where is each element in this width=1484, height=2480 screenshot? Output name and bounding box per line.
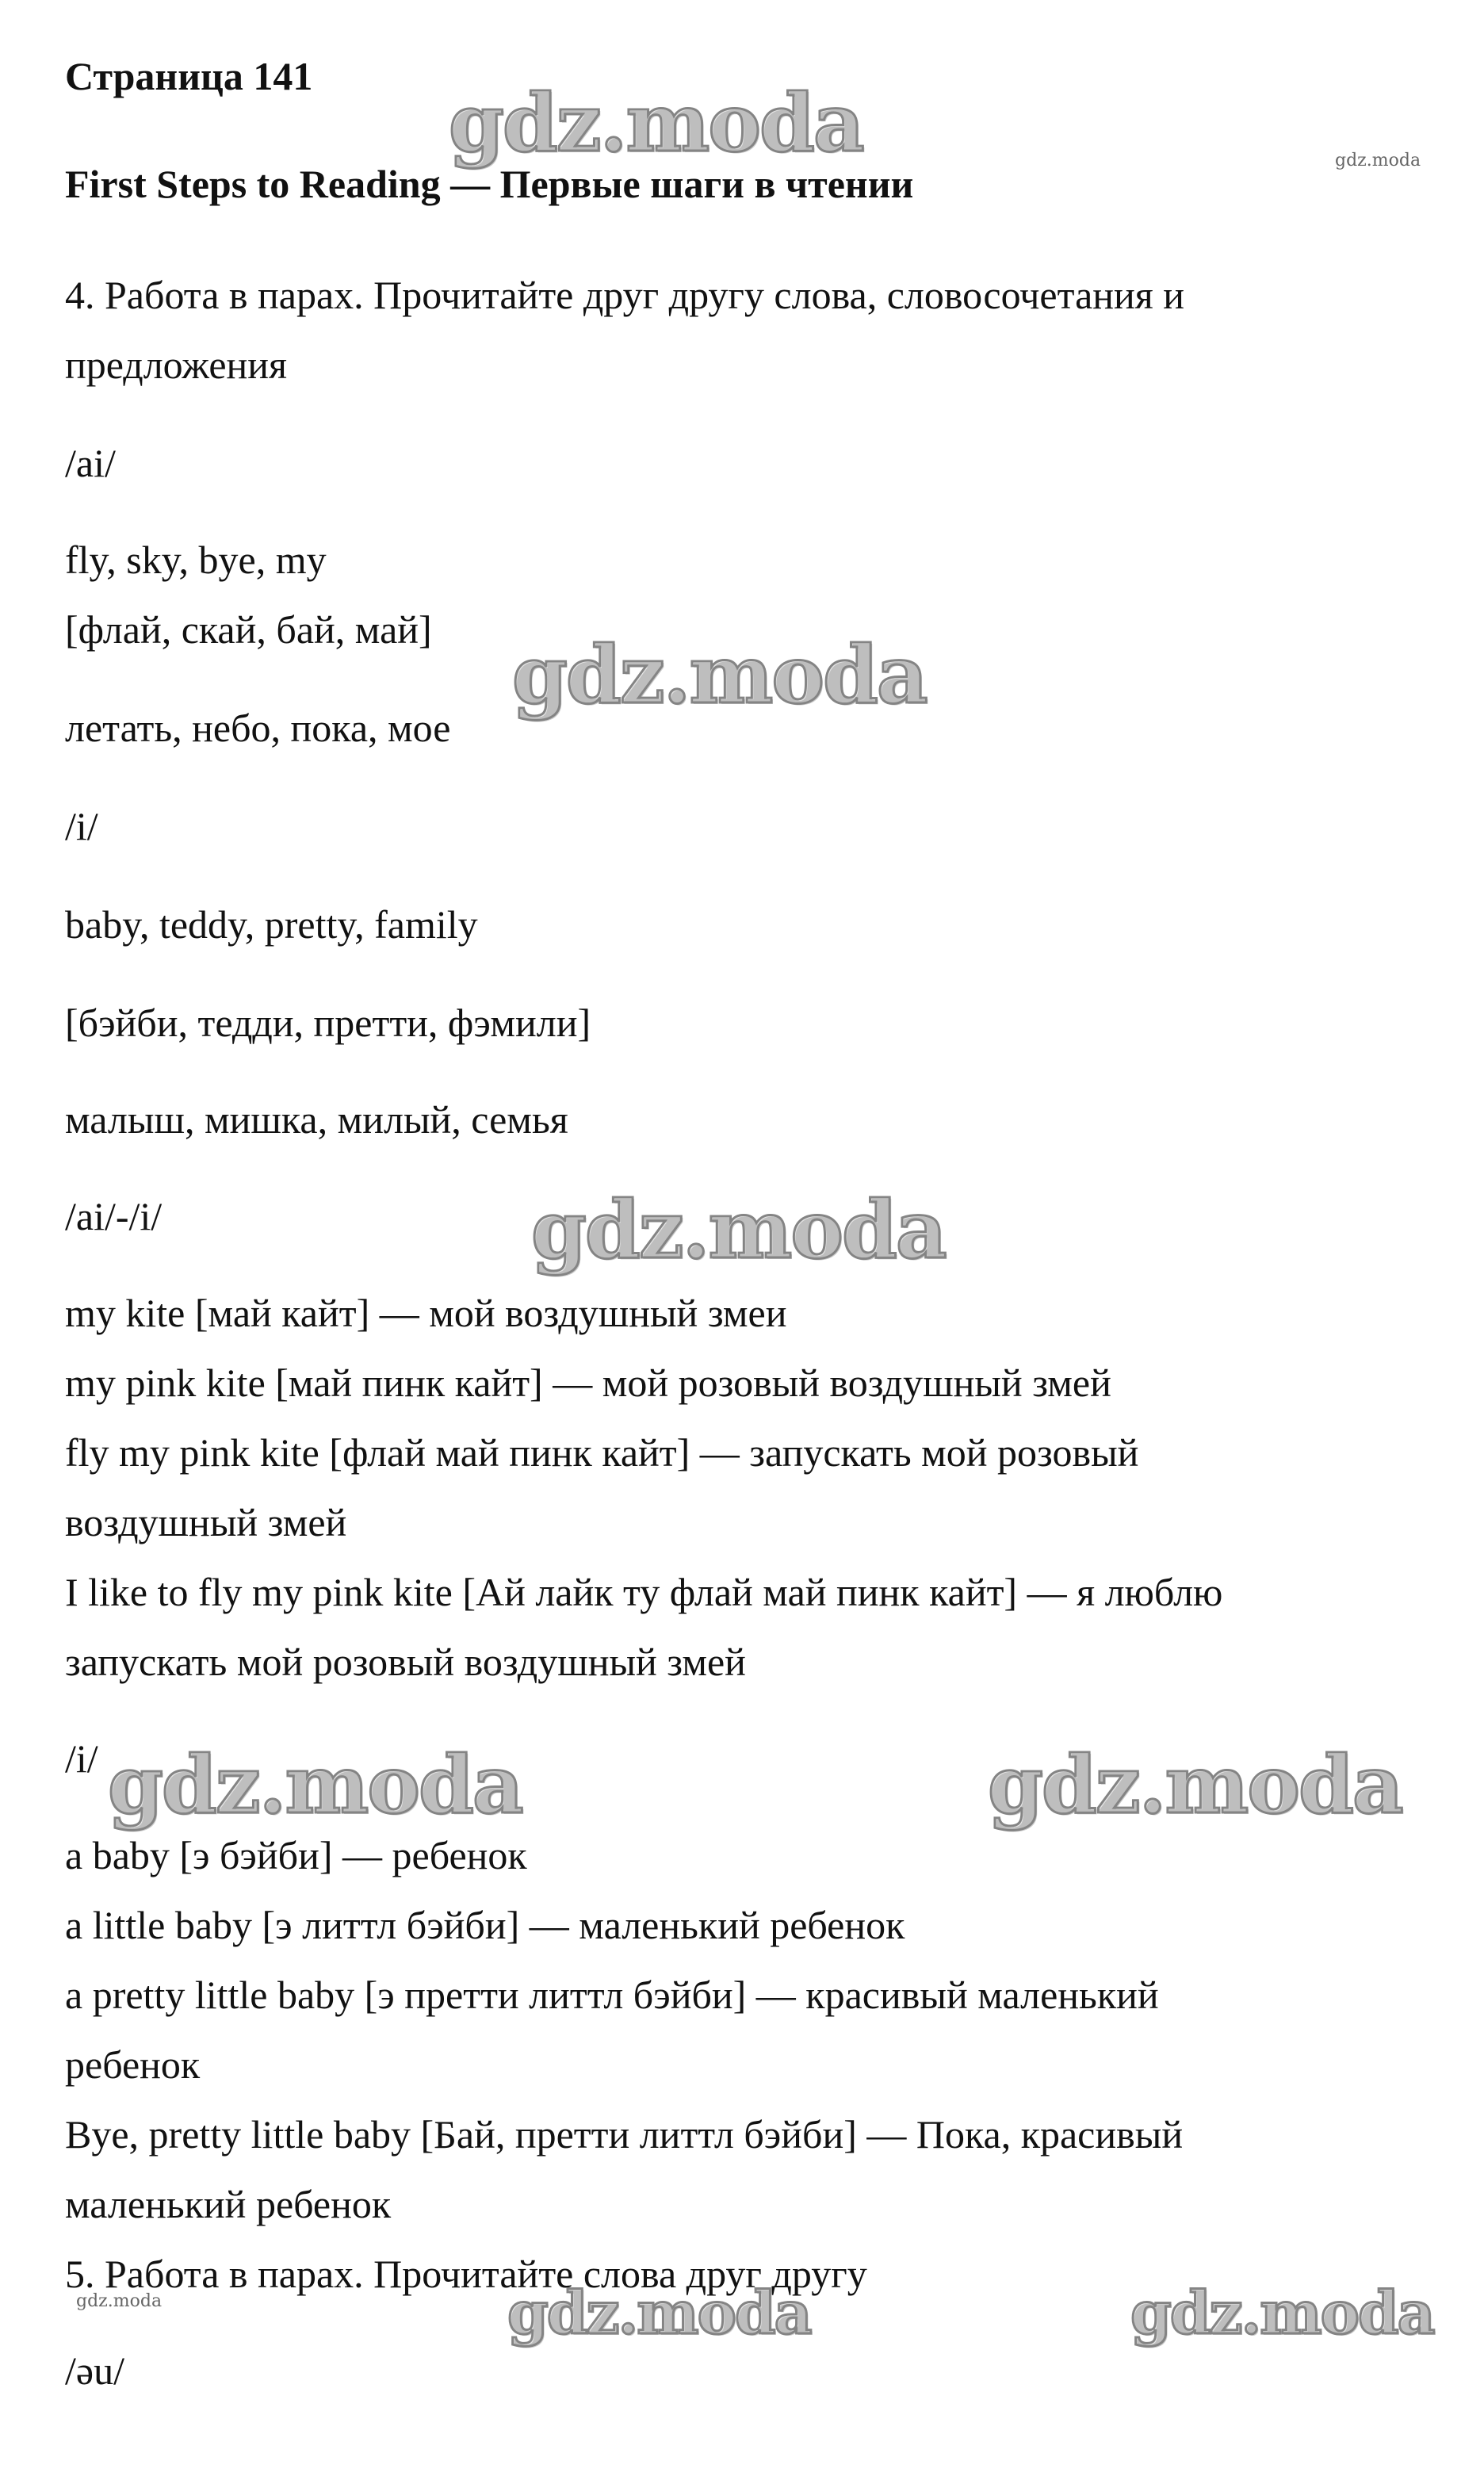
words-i: baby, teddy, pretty, family bbox=[65, 902, 478, 947]
phrase-fly-my-pink-kite-cont: воздушный змей bbox=[65, 1500, 347, 1544]
sound-heading-i-2: /i/ bbox=[65, 1736, 98, 1781]
transcription-ai: [флай, скай, бай, май] bbox=[65, 607, 432, 652]
exercise-5-instruction: 5. Работа в парах. Прочитайте слова друг другу bbox=[65, 2252, 867, 2296]
page-title: Страница 141 bbox=[65, 54, 313, 98]
watermark-logo: gdz.moda bbox=[449, 76, 863, 170]
sound-heading-i: /i/ bbox=[65, 804, 98, 848]
translation-i: малыш, мишка, милый, семья bbox=[65, 1097, 568, 1142]
watermark-logo: gdz.moda bbox=[1130, 2279, 1434, 2348]
watermark-small: gdz.moda bbox=[76, 2291, 163, 2311]
words-ai: fly, sky, bye, my bbox=[65, 538, 327, 582]
sound-heading-ai: /ai/ bbox=[65, 441, 116, 485]
exercise-4-instruction-cont: предложения bbox=[65, 343, 288, 387]
section-title: First Steps to Reading — Первые шаги в чтении bbox=[65, 162, 914, 206]
watermark-logo: gdz.moda bbox=[512, 628, 927, 721]
phrase-a-baby: a baby [э бэйби] — ребенок bbox=[65, 1833, 527, 1877]
sentence-i-like-to-fly: I like to fly my pink kite [Ай лайк ту флай май пинк кайт] — я люблю bbox=[65, 1570, 1223, 1614]
phrase-my-kite: my kite [май кайт] — мой воздушный змеи bbox=[65, 1291, 787, 1335]
phrase-fly-my-pink-kite: fly my pink kite [флай май пинк кайт] — запускать мой розовый bbox=[65, 1430, 1139, 1475]
sentence-i-like-to-fly-cont: запускать мой розовый воздушный змей bbox=[65, 1640, 746, 1684]
phrase-a-little-baby: a little baby [э литтл бэйби] — маленький ребенок bbox=[65, 1903, 905, 1947]
watermark-logo: gdz.moda bbox=[988, 1738, 1402, 1831]
sentence-bye-pretty-little-baby-cont: маленький ребенок bbox=[65, 2182, 392, 2226]
phrase-a-pretty-little-baby-cont: ребенок bbox=[65, 2042, 201, 2087]
watermark-small: gdz.moda bbox=[1335, 151, 1421, 170]
watermark-logo: gdz.moda bbox=[108, 1738, 522, 1831]
phrase-a-pretty-little-baby: a pretty little baby [э претти литтл бэйби] — красивый маленький bbox=[65, 1973, 1159, 2017]
translation-ai: летать, небо, пока, мое bbox=[65, 706, 451, 750]
watermark-logo: gdz.moda bbox=[507, 2279, 811, 2348]
exercise-4-instruction: 4. Работа в парах. Прочитайте друг другу слова, словосочетания и bbox=[65, 273, 1185, 317]
sentence-bye-pretty-little-baby: Bye, pretty little baby [Бай, претти литтл бэйби] — Пока, красивый bbox=[65, 2112, 1184, 2157]
phrase-my-pink-kite: my pink kite [май пинк кайт] — мой розовый воздушный змей bbox=[65, 1361, 1111, 1405]
sound-heading-ai-i: /ai/-/i/ bbox=[65, 1194, 163, 1238]
watermark-logo: gdz.moda bbox=[531, 1183, 946, 1276]
sound-heading-ou: /əu/ bbox=[65, 2348, 124, 2393]
transcription-i: [бэйби, тедди, претти, фэмили] bbox=[65, 1001, 591, 1045]
